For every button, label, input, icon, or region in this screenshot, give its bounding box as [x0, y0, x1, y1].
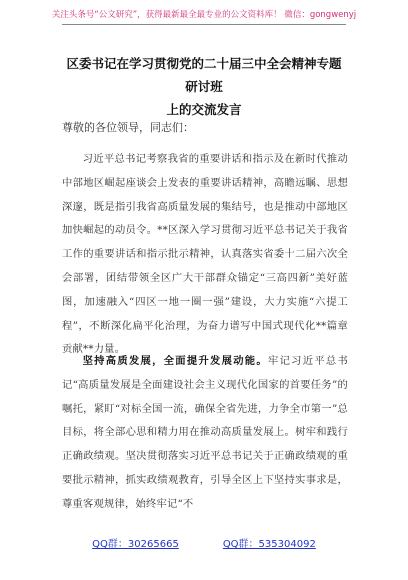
paragraph-2-body: 牢记习近平总书记“高质量发展是全面建设社会主义现代化国家的首要任务”的嘱托，紧盯“对标全国一流，确保全省先进，力争全市第一”总目标，将全部心思和精力用在推动高质量发展上。树牢和践行正确政绩观。坚决贯彻落实习近平总书记关于正确政绩观的重要批示精神，抓实政绩观教育，引导全区上下坚持实事求是， 尊重客观规律，始终牢记“不 — [62, 355, 348, 510]
title-line-1: 区委书记在学习贯彻党的二十届三中全会精神专题研讨班 — [66, 56, 342, 94]
footer-qq-group-1[interactable]: QQ群：30265665 — [92, 539, 179, 550]
paragraph-1: 习近平总书记考察我省的重要讲话和指示及在新时代推动中部地区崛起座谈会上发表的重要讲话精神，高瞻远瞩、思想深邃，既是指引我省高质量发展的集结号，也是推动中部地区加快崛起的动员令。**区深入学习贯彻习近平总书记关于我省工作的重要讲话和指示批示精神，认真落实省委十二届六次全会部署，团结带领全区广大干部群众锚定“三高四新”美好蓝图，加速融入“四区一地一圈一强”建设，大力实施“六提工程”，不断深化扁平化治理，为奋力谱写中国式现代化**篇章贡献**力量。 — [62, 153, 348, 356]
header-promo-note: 关注头条号“公文研究”，获得最新最全最专业的公文资料库！ 微信：gongwenyj — [51, 10, 357, 20]
title-line-2: 上的交流发言 — [166, 102, 242, 117]
document-title — [62, 52, 346, 121]
salutation: 尊敬的各位领导，同志们： — [62, 121, 194, 134]
footer-qq-group-2[interactable]: QQ群：535304092 — [222, 539, 316, 550]
paragraph-2 — [62, 350, 348, 517]
footer — [0, 535, 408, 550]
header-divider — [62, 24, 346, 25]
paragraph-2-lead: 坚持高质发展，全面提升发展动能。 — [82, 355, 268, 367]
